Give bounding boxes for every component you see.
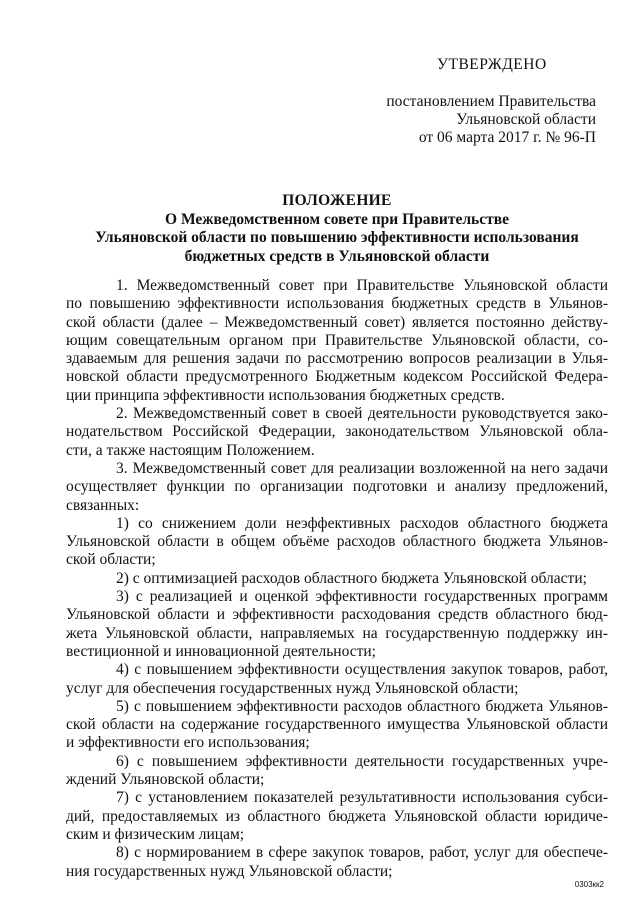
document-body [66,277,608,881]
body-line: 4) с повышением эффективности осуществления закупок товаров, работ, [116,661,608,679]
approval-line: Ульяновской области [456,111,596,128]
approval-block [296,93,596,147]
footer-code: 0303кк2 [574,880,604,889]
body-line: дий, предоставляемых из областного бюджета Ульяновской области юридиче- [66,807,608,825]
body-line: 6) с повышением эффективности деятельности государственных учре- [116,752,608,770]
body-line: услуг для обеспечения государственных нужд Ульяновской области; [66,679,519,697]
body-line: нодательством Российской Федерации, законодательством Ульяновской обла- [66,423,608,441]
body-line: ющим совещательным органом при Правительстве Ульяновской области, со- [66,331,608,349]
body-line: новской области предусмотренного Бюджетным кодексом Российской Федера- [66,368,608,386]
body-line: сти, а также настоящим Положением. [66,441,315,459]
document-title [66,192,608,266]
body-line: ской области на содержание государственного имущества Ульяновской области [66,716,608,734]
title-heading: ПОЛОЖЕНИЕ [282,192,392,209]
body-line: ждений Ульяновской области; [66,771,265,789]
body-line: 8) с нормированием в сфере закупок товаров, работ, услуг для обеспече- [116,844,608,862]
body-line: 1. Межведомственный совет при Правительстве Ульяновской области [116,277,608,294]
body-line: связанных: [66,496,140,514]
body-line: ской области; [66,551,156,569]
body-line: здаваемым для решения задачи по рассмотрению вопросов реализации в Улья- [66,350,608,368]
body-line: по повышению эффективности использования бюджетных средств в Ульянов- [66,295,608,313]
body-line: 7) с установлением показателей результативности использования субси- [116,789,608,807]
body-line: вестиционной и инновационной деятельности; [66,642,376,660]
body-line: 2. Межведомственный совет в своей деятельности руководствуется зако- [116,405,608,423]
body-line: и эффективности его использования; [66,734,310,752]
body-line: 3) с реализацией и оценкой эффективности государственных программ [116,588,608,606]
body-line: Ульяновской области и эффективности расходования средств областного бюд- [66,606,608,624]
body-line: 2) с оптимизацией расходов областного бюджета Ульяновской области; [116,569,587,587]
body-line: 1) со снижением доли неэффективных расходов областного бюджета [116,514,608,532]
body-line: ским и физическим лицам; [66,825,245,843]
body-line: ской области (далее – Межведомственный совет) является постоянно действу- [66,313,608,331]
title-subtitle-line: бюджетных средств в Ульяновской области [184,247,490,265]
body-line: 5) с повышением эффективности расходов областного бюджета Ульянов- [116,697,608,715]
body-line: ния государственных нужд Ульяновской области; [66,862,393,880]
approved-stamp: УТВЕРЖДЕНО [437,56,547,73]
approval-line: постановлением Правительства [386,93,596,110]
body-line: жета Ульяновской области, направляемых на государственную поддержку ин- [66,624,608,642]
body-line: осуществляет функции по организации подготовки и анализу предложений, [66,478,608,496]
approval-line: от 06 марта 2017 г. № 96-П [418,129,596,146]
body-line: 3. Межведомственный совет для реализации возложенной на него задачи [116,459,608,477]
title-subtitle-line: О Межведомственном совете при Правительстве [165,210,509,228]
body-line: Ульяновской области в общем объёме расходов областного бюджета Ульянов- [66,533,608,551]
body-line: ции принципа эффективности использования бюджетных средств. [66,386,505,404]
title-subtitle-line: Ульяновской области по повышению эффективности использования [95,229,579,246]
